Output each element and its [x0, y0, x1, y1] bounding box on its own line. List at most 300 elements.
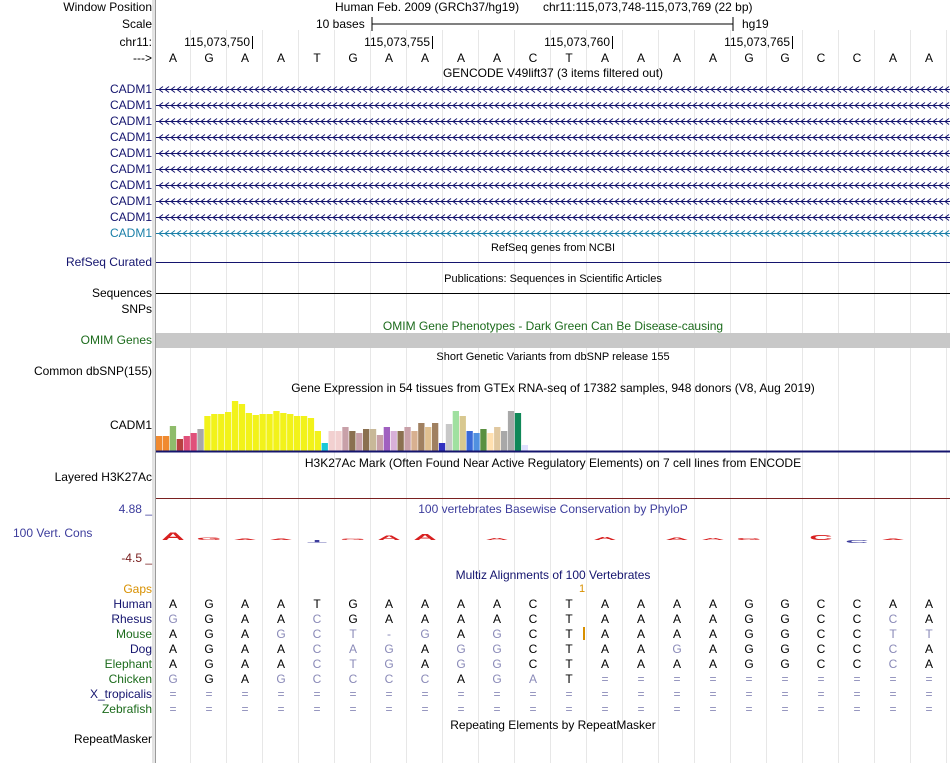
aligned-base: A — [240, 642, 249, 656]
gtex-bar[interactable] — [508, 411, 514, 451]
multiz-title[interactable]: Multiz Alignments of 100 Vertebrates — [455, 568, 651, 582]
aligned-base: A — [240, 597, 249, 611]
species-label[interactable]: Chicken — [108, 672, 152, 686]
species-label[interactable]: Mouse — [115, 627, 152, 641]
aligned-base: A — [420, 612, 429, 626]
gtex-bar[interactable] — [156, 436, 162, 451]
gencode-transcript[interactable] — [156, 178, 950, 193]
aligned-base: = — [457, 687, 465, 701]
repeatmasker-label[interactable]: RepeatMasker — [73, 732, 152, 746]
gtex-bar[interactable] — [177, 439, 183, 451]
gencode-gene-label[interactable]: CADM1 — [109, 98, 152, 112]
aligned-base: G — [276, 672, 286, 686]
gencode-gene-label[interactable]: CADM1 — [109, 162, 152, 176]
gtex-bar[interactable] — [301, 416, 307, 451]
publications-line[interactable] — [156, 293, 950, 294]
gtex-bar[interactable] — [239, 404, 245, 451]
reference-base[interactable]: A — [672, 51, 681, 65]
aligned-base: = — [925, 672, 933, 686]
aligned-base: T — [565, 657, 573, 671]
reference-base[interactable]: A — [492, 51, 501, 65]
gencode-title[interactable]: GENCODE V49lift37 (3 items filtered out) — [442, 66, 664, 80]
reference-base[interactable]: T — [565, 51, 573, 65]
gencode-transcript[interactable] — [156, 82, 950, 97]
phylop-base[interactable]: A — [701, 537, 725, 541]
scale-db-text: hg19 — [742, 17, 769, 31]
aligned-base: = — [457, 702, 465, 716]
gtex-bar[interactable] — [315, 431, 321, 451]
aligned-base: A — [348, 642, 357, 656]
gtex-chart[interactable] — [156, 394, 950, 454]
refseq-label[interactable]: RefSeq Curated — [65, 255, 152, 269]
omim-label[interactable]: OMIM Genes — [80, 333, 152, 347]
gtex-bar[interactable] — [204, 416, 210, 451]
aligned-base: G — [204, 612, 214, 626]
aligned-base: G — [780, 627, 790, 641]
position-text: chr11:115,073,748-115,073,769 (22 bp) — [543, 0, 753, 14]
gtex-bar[interactable] — [342, 427, 348, 451]
aligned-base: C — [816, 612, 826, 626]
phylop-max-label: 4.88 _ — [118, 502, 152, 516]
aligned-base: = — [781, 702, 789, 716]
aligned-base: G — [492, 657, 502, 671]
aligned-base: T — [349, 627, 357, 641]
phylop-base[interactable]: T — [307, 539, 327, 544]
aligned-base: = — [673, 687, 681, 701]
aligned-base: C — [528, 612, 538, 626]
gtex-bar[interactable] — [411, 431, 417, 451]
gtex-bar[interactable] — [232, 401, 238, 451]
gtex-bar[interactable] — [501, 431, 507, 451]
aligned-base: = — [673, 702, 681, 716]
aligned-base: = — [277, 687, 285, 701]
aligned-base: C — [312, 642, 322, 656]
gtex-bar[interactable] — [197, 429, 203, 451]
aligned-base: A — [708, 657, 717, 671]
reference-base[interactable]: A — [600, 51, 609, 65]
gtex-bar[interactable] — [363, 429, 369, 451]
aligned-base: = — [169, 687, 177, 701]
gtex-bar[interactable] — [260, 414, 266, 451]
gtex-bar[interactable] — [453, 411, 459, 451]
aligned-base: A — [384, 612, 393, 626]
aligned-base: = — [925, 702, 933, 716]
aligned-base: = — [817, 672, 825, 686]
dbsnp-title[interactable]: Short Genetic Variants from dbSNP release 155 — [436, 351, 670, 363]
species-label[interactable]: Rhesus — [111, 612, 152, 626]
aligned-base: C — [528, 657, 538, 671]
reference-base[interactable]: C — [528, 51, 538, 65]
aligned-base: = — [889, 687, 897, 701]
phylop-base[interactable]: G — [340, 538, 366, 541]
aligned-base: C — [852, 642, 862, 656]
reference-base[interactable]: G — [348, 51, 358, 65]
gtex-bar[interactable] — [439, 443, 445, 451]
aligned-base: G — [384, 657, 394, 671]
aligned-base: A — [168, 627, 177, 641]
reference-base[interactable]: A — [168, 51, 177, 65]
phylop-base[interactable]: A — [233, 538, 257, 541]
aligned-base: = — [745, 702, 753, 716]
gtex-bar[interactable] — [266, 414, 272, 451]
aligned-base: C — [816, 597, 826, 611]
gencode-transcript[interactable] — [156, 194, 950, 209]
omim-title[interactable]: OMIM Gene Phenotypes - Dark Green Can Be Disease-causing — [382, 319, 724, 333]
coord-tick-mark — [792, 36, 793, 49]
reference-base[interactable]: A — [384, 51, 393, 65]
phylop-base[interactable]: A — [593, 535, 617, 542]
reference-base[interactable]: C — [852, 51, 862, 65]
phylop-base[interactable]: A — [413, 532, 437, 542]
gtex-bar[interactable] — [460, 416, 466, 451]
aligned-base: = — [529, 702, 537, 716]
gtex-bar[interactable] — [515, 413, 521, 451]
gtex-bar[interactable] — [225, 412, 231, 451]
aligned-base: A — [672, 612, 681, 626]
aligned-base: G — [168, 672, 178, 686]
scale-label[interactable]: Scale — [121, 17, 152, 31]
species-label[interactable]: Elephant — [104, 657, 152, 671]
refseq-line[interactable] — [156, 262, 950, 263]
aligned-base: = — [925, 687, 933, 701]
aligned-base: A — [276, 597, 285, 611]
gencode-transcript[interactable] — [156, 146, 950, 161]
aligned-base: T — [565, 597, 573, 611]
aligned-base: A — [240, 657, 249, 671]
aligned-base: = — [205, 687, 213, 701]
aligned-base: = — [889, 702, 897, 716]
aligned-base: A — [636, 612, 645, 626]
aligned-base: A — [636, 657, 645, 671]
aligned-base: C — [888, 612, 898, 626]
aligned-base: T — [349, 657, 357, 671]
aligned-base: A — [168, 597, 177, 611]
aligned-base: G — [744, 642, 754, 656]
aligned-base: A — [456, 612, 465, 626]
aligned-base: = — [529, 687, 537, 701]
reference-base[interactable]: A — [708, 51, 717, 65]
gtex-bar[interactable] — [322, 443, 328, 451]
aligned-base: = — [169, 702, 177, 716]
phylop-min-label: -4.5 _ — [121, 551, 152, 565]
gtex-title[interactable]: Gene Expression in 54 tissues from GTEx RNA-seq of 17382 samples, 948 donors (V8, Aug 2019) — [291, 381, 815, 395]
gencode-transcript[interactable] — [156, 210, 950, 225]
snps-label[interactable]: SNPs — [121, 302, 152, 316]
phylop-base[interactable]: A — [269, 538, 293, 541]
aligned-base: C — [312, 612, 322, 626]
strand-label[interactable]: ---> — [133, 51, 152, 65]
gencode-gene-label[interactable]: CADM1 — [109, 178, 152, 192]
gencode-transcript[interactable] — [156, 98, 950, 113]
aligned-base: A — [276, 657, 285, 671]
aligned-base: A — [600, 627, 609, 641]
aligned-base: G — [744, 597, 754, 611]
aligned-base: G — [348, 597, 358, 611]
publications-label[interactable]: Sequences — [91, 286, 152, 300]
aligned-base: = — [709, 687, 717, 701]
aligned-base: G — [384, 642, 394, 656]
gtex-bar[interactable] — [163, 436, 169, 451]
aligned-base: G — [780, 642, 790, 656]
gencode-transcript[interactable] — [156, 130, 950, 145]
aligned-base: C — [312, 657, 322, 671]
reference-base[interactable]: A — [276, 51, 285, 65]
gtex-bar[interactable] — [294, 416, 300, 451]
gtex-bar[interactable] — [522, 445, 528, 451]
aligned-base: G — [744, 627, 754, 641]
aligned-base: A — [636, 642, 645, 656]
phylop-base[interactable]: A — [485, 537, 509, 541]
aligned-base: A — [456, 627, 465, 641]
aligned-base: C — [528, 597, 538, 611]
gtex-bar[interactable] — [335, 431, 341, 451]
gencode-transcript[interactable] — [156, 114, 950, 129]
coord-tick-label: 115,073,760 — [544, 35, 610, 49]
gencode-transcript[interactable] — [156, 162, 950, 177]
gtex-bar[interactable] — [377, 435, 383, 451]
h3k27ac-baseline[interactable] — [156, 498, 950, 499]
aligned-base: T — [925, 627, 933, 641]
aligned-base: A — [240, 672, 249, 686]
phylop-title[interactable]: 100 vertebrates Basewise Conservation by PhyloP — [418, 502, 688, 516]
aligned-base: G — [420, 627, 430, 641]
aligned-base: A — [600, 657, 609, 671]
aligned-base: A — [888, 597, 897, 611]
aligned-base: G — [744, 657, 754, 671]
scale-bar — [370, 15, 736, 33]
aligned-base: A — [420, 597, 429, 611]
aligned-base: C — [528, 642, 538, 656]
aligned-base: A — [636, 597, 645, 611]
aligned-base: = — [745, 672, 753, 686]
aligned-base: - — [387, 627, 391, 641]
aligned-base: = — [385, 687, 393, 701]
aligned-base: C — [420, 672, 430, 686]
gtex-bar[interactable] — [425, 427, 431, 451]
aligned-base: = — [673, 672, 681, 686]
coord-tick-mark — [432, 36, 433, 49]
species-label[interactable]: X_tropicalis — [89, 687, 152, 701]
aligned-base: T — [565, 672, 573, 686]
reference-base[interactable]: A — [924, 51, 933, 65]
aligned-base: = — [205, 702, 213, 716]
h3k27ac-title[interactable]: H3K27Ac Mark (Often Found Near Active Regulatory Elements) on 7 cell lines from ENCODE — [304, 456, 802, 470]
aligned-base: A — [672, 627, 681, 641]
gtex-bar[interactable] — [246, 413, 252, 451]
gtex-bar[interactable] — [184, 436, 190, 451]
gtex-bar[interactable] — [287, 414, 293, 451]
reference-base[interactable]: G — [780, 51, 790, 65]
aligned-base: = — [853, 687, 861, 701]
reference-base[interactable]: G — [204, 51, 214, 65]
phylop-base[interactable]: A — [161, 530, 185, 543]
aligned-base: C — [348, 672, 358, 686]
gtex-bar[interactable] — [391, 431, 397, 451]
aligned-base: A — [924, 612, 933, 626]
repeatmasker-title[interactable]: Repeating Elements by RepeatMasker — [450, 718, 656, 732]
reference-base[interactable]: C — [816, 51, 826, 65]
aligned-base: A — [924, 657, 933, 671]
refseq-title[interactable]: RefSeq genes from NCBI — [490, 242, 616, 254]
aligned-base: G — [204, 597, 214, 611]
aligned-base: A — [636, 627, 645, 641]
aligned-base: G — [492, 627, 502, 641]
gtex-bar[interactable] — [170, 426, 176, 451]
publications-title[interactable]: Publications: Sequences in Scientific Articles — [444, 273, 662, 285]
gtex-bar[interactable] — [446, 424, 452, 451]
aligned-base: G — [456, 642, 466, 656]
aligned-base: A — [708, 597, 717, 611]
aligned-base: G — [780, 597, 790, 611]
gtex-bar[interactable] — [494, 427, 500, 451]
aligned-base: A — [456, 597, 465, 611]
scale-bases-text: 10 bases — [316, 17, 365, 31]
aligned-base: = — [565, 702, 573, 716]
aligned-base: = — [637, 687, 645, 701]
aligned-base: = — [709, 672, 717, 686]
aligned-base: = — [781, 687, 789, 701]
gtex-bar[interactable] — [211, 414, 217, 451]
aligned-base: C — [384, 672, 394, 686]
aligned-base: T — [565, 627, 573, 641]
aligned-base: A — [276, 612, 285, 626]
aligned-base: A — [708, 642, 717, 656]
gtex-bar[interactable] — [191, 433, 197, 451]
gencode-gene-label[interactable]: CADM1 — [109, 194, 152, 208]
aligned-base: = — [709, 702, 717, 716]
aligned-base: = — [421, 687, 429, 701]
aligned-base: G — [204, 657, 214, 671]
aligned-base: G — [780, 612, 790, 626]
omim-bar[interactable] — [156, 333, 950, 348]
species-label[interactable]: Dog — [129, 642, 152, 656]
aligned-base: G — [744, 612, 754, 626]
aligned-base: C — [816, 642, 826, 656]
aligned-base: C — [852, 657, 862, 671]
coord-tick-label: 115,073,765 — [724, 35, 790, 49]
aligned-base: C — [312, 672, 322, 686]
gtex-bar[interactable] — [404, 427, 410, 451]
gtex-bar[interactable] — [349, 431, 355, 451]
aligned-base: = — [313, 702, 321, 716]
aligned-base: = — [385, 702, 393, 716]
gtex-label[interactable]: CADM1 — [109, 418, 152, 432]
aligned-base: A — [420, 642, 429, 656]
aligned-base: = — [277, 702, 285, 716]
gtex-bar[interactable] — [418, 423, 424, 451]
reference-base[interactable]: A — [888, 51, 897, 65]
aligned-base: = — [637, 672, 645, 686]
aligned-base: = — [637, 702, 645, 716]
phylop-logo[interactable] — [156, 524, 950, 554]
coord-tick-label: 115,073,750 — [184, 35, 250, 49]
phylop-label[interactable]: 100 Vert. Cons — [13, 526, 93, 540]
window-position-label[interactable]: Window Position — [63, 0, 152, 14]
gencode-gene-label[interactable]: CADM1 — [109, 226, 152, 240]
aligned-base: A — [600, 642, 609, 656]
phylop-base[interactable]: A — [881, 538, 905, 541]
aligned-base: = — [745, 687, 753, 701]
gtex-bar[interactable] — [308, 418, 314, 451]
aligned-base: = — [781, 672, 789, 686]
species-label[interactable]: Human — [113, 597, 152, 611]
gtex-bar[interactable] — [467, 431, 473, 451]
aligned-base: G — [492, 672, 502, 686]
gencode-gene-label[interactable]: CADM1 — [109, 146, 152, 160]
gtex-bar[interactable] — [273, 411, 279, 451]
gtex-bar[interactable] — [480, 429, 486, 451]
aligned-base: A — [168, 642, 177, 656]
gtex-bar[interactable] — [253, 415, 259, 451]
gtex-bar[interactable] — [329, 431, 335, 451]
aligned-base: A — [492, 612, 501, 626]
h3k27ac-label[interactable]: Layered H3K27Ac — [54, 470, 152, 484]
reference-base[interactable]: A — [420, 51, 429, 65]
gtex-bar[interactable] — [280, 413, 286, 451]
gtex-bar[interactable] — [356, 433, 362, 451]
gtex-bar[interactable] — [473, 433, 479, 451]
gencode-transcript[interactable] — [156, 226, 950, 241]
aligned-base: A — [708, 612, 717, 626]
aligned-base: = — [601, 702, 609, 716]
gencode-gene-label[interactable]: CADM1 — [109, 130, 152, 144]
aligned-base: = — [817, 702, 825, 716]
reference-base[interactable]: G — [744, 51, 754, 65]
gtex-bar[interactable] — [370, 429, 376, 451]
gencode-gene-label[interactable]: CADM1 — [109, 82, 152, 96]
aligned-base: = — [349, 702, 357, 716]
aligned-base: = — [853, 702, 861, 716]
dbsnp-label[interactable]: Common dbSNP(155) — [33, 364, 152, 378]
phylop-base[interactable]: G — [736, 537, 762, 541]
gencode-gene-label[interactable]: CADM1 — [109, 210, 152, 224]
gtex-bar[interactable] — [487, 433, 493, 451]
phylop-base[interactable]: A — [377, 534, 401, 542]
phylop-base[interactable]: G — [196, 536, 222, 541]
aligned-base: T — [889, 627, 897, 641]
reference-base[interactable]: A — [240, 51, 249, 65]
chrom-label[interactable]: chr11: — [119, 35, 152, 49]
phylop-base[interactable]: C — [809, 533, 833, 542]
aligned-base: T — [565, 612, 573, 626]
aligned-base: = — [601, 672, 609, 686]
aligned-base: C — [528, 627, 538, 641]
aligned-base: A — [492, 597, 501, 611]
gtex-bar[interactable] — [218, 414, 224, 451]
phylop-base[interactable]: A — [665, 536, 689, 541]
gtex-bar[interactable] — [398, 431, 404, 451]
aligned-base: G — [492, 642, 502, 656]
aligned-base: T — [565, 642, 573, 656]
aligned-base: C — [852, 627, 862, 641]
aligned-base: C — [852, 597, 862, 611]
gencode-gene-label[interactable]: CADM1 — [109, 114, 152, 128]
aligned-base: A — [240, 627, 249, 641]
species-label[interactable]: Zebrafish — [101, 702, 152, 716]
aligned-base: = — [241, 687, 249, 701]
gtex-bar[interactable] — [384, 427, 390, 451]
aligned-base: G — [456, 657, 466, 671]
aligned-base: G — [276, 627, 286, 641]
gtex-bar[interactable] — [432, 423, 438, 451]
assembly-text: Human Feb. 2009 (GRCh37/hg19) — [335, 0, 520, 14]
reference-base[interactable]: A — [636, 51, 645, 65]
gaps-label[interactable]: Gaps — [123, 582, 152, 596]
aligned-base: A — [600, 597, 609, 611]
phylop-base[interactable]: C — [845, 538, 869, 545]
reference-base[interactable]: A — [456, 51, 465, 65]
reference-base[interactable]: T — [313, 51, 321, 65]
